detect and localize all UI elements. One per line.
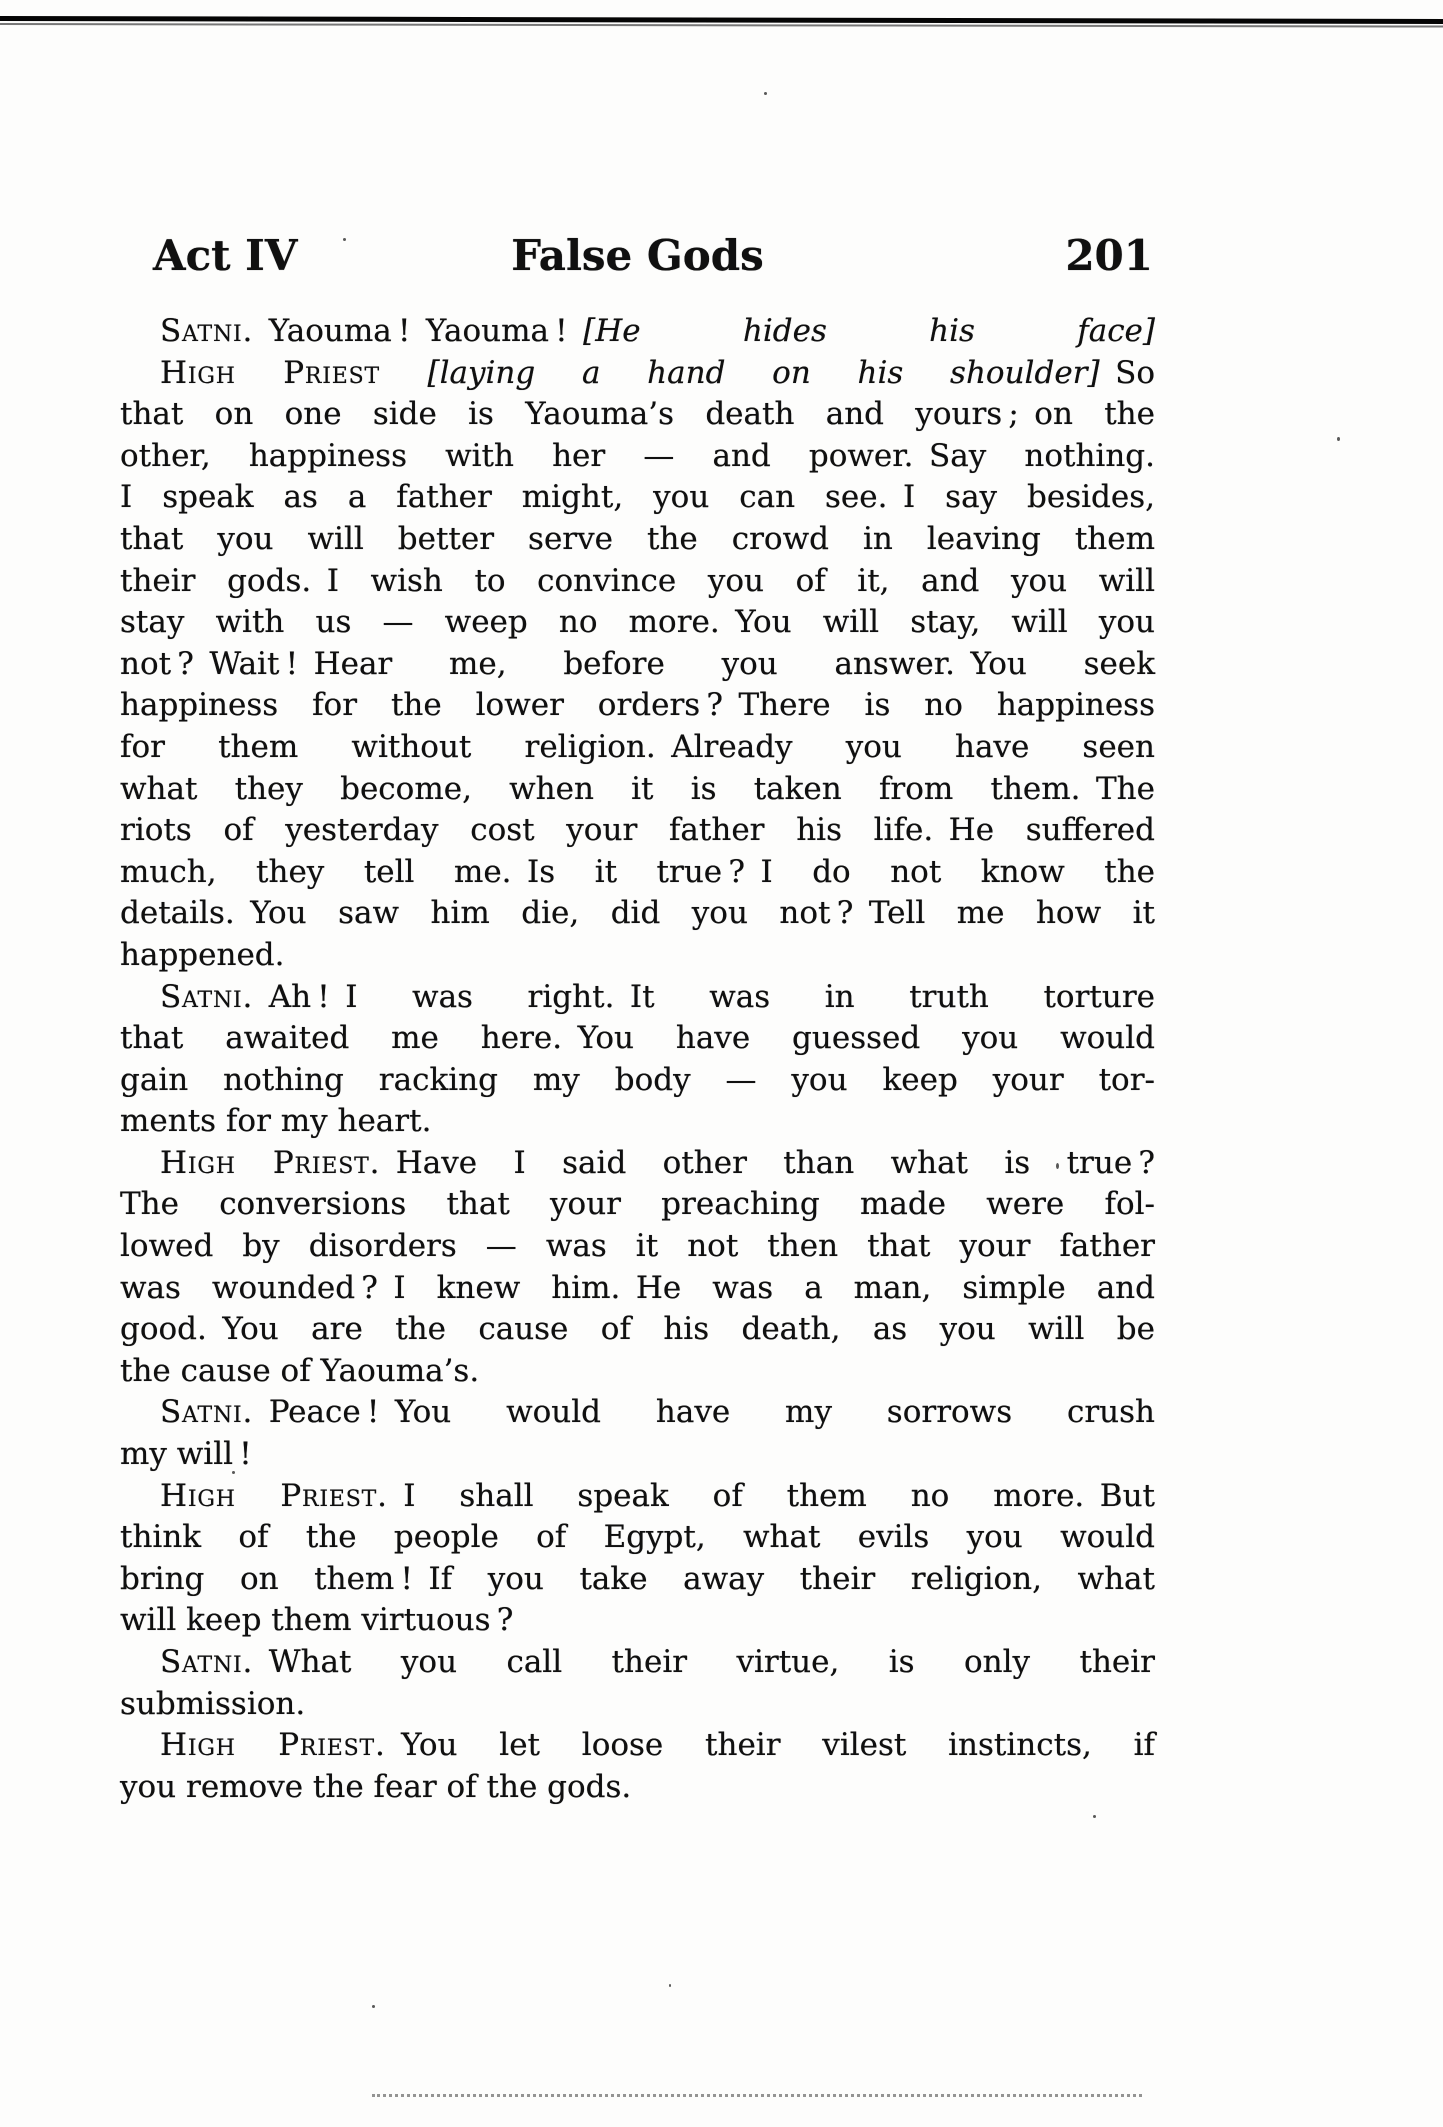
dialogue-text: submission. xyxy=(120,1685,306,1722)
dialogue xyxy=(120,311,1155,1808)
scan-speck xyxy=(764,92,767,95)
dialogue-line xyxy=(120,935,1155,977)
scan-speck xyxy=(372,2005,375,2008)
speaker-name: High Priest. xyxy=(160,1477,388,1514)
dialogue-text: stay with us — weep no more. You will stay, will you xyxy=(120,604,1155,641)
dialogue-line xyxy=(120,602,1155,644)
speaker-name: High Priest. xyxy=(160,1144,381,1181)
dialogue-line xyxy=(120,644,1155,686)
dialogue-line xyxy=(120,477,1155,519)
dialogue-text: lowed by disorders — was it not then that your father xyxy=(120,1228,1155,1265)
speaker-name: Satni. xyxy=(160,978,254,1015)
dialogue-line xyxy=(120,1060,1155,1102)
speaker-name: Satni. xyxy=(160,1644,254,1680)
dialogue-line xyxy=(120,852,1155,894)
dialogue-text: good. You are the cause of his death, as you will be xyxy=(120,1311,1155,1348)
dialogue-line xyxy=(120,1309,1155,1351)
dialogue-line xyxy=(120,1725,1155,1767)
dialogue-paragraph xyxy=(120,1392,1155,1475)
dialogue-line xyxy=(120,394,1155,436)
dialogue-text: ments for my heart. xyxy=(120,1103,432,1140)
dialogue-text: that you will better serve the crowd in leaving them xyxy=(120,520,1155,557)
dialogue-paragraph xyxy=(120,1642,1155,1725)
dialogue-line xyxy=(120,1018,1155,1060)
dialogue-line xyxy=(120,1143,1155,1185)
dialogue-line xyxy=(120,1392,1155,1434)
dialogue-text: Ah ! I was right. It was in truth torture xyxy=(253,978,1155,1015)
speaker-name: Satni. xyxy=(160,1394,254,1431)
dialogue-text: I shall speak of them no more. But xyxy=(387,1477,1155,1514)
dialogue-text: The conversions that your preaching made were fol- xyxy=(120,1186,1155,1223)
page-number: 201 xyxy=(1065,231,1153,280)
dialogue-paragraph xyxy=(120,1725,1155,1808)
dialogue-text: other, happiness with her — and power. Say nothing. xyxy=(120,437,1155,474)
dialogue-line xyxy=(120,1351,1155,1393)
dialogue-text: What you call their virtue, is only their xyxy=(253,1644,1155,1680)
dialogue-text: will keep them virtuous ? xyxy=(120,1602,514,1639)
dialogue-line xyxy=(120,1767,1155,1809)
dialogue-line xyxy=(120,1268,1155,1310)
dialogue-line xyxy=(120,353,1155,395)
act-heading: Act IV xyxy=(153,231,298,280)
dialogue-text: happiness for the lower orders ? There is no happiness xyxy=(120,687,1155,724)
dialogue-line xyxy=(120,769,1155,811)
dialogue-text: riots of yesterday cost your father his life. He suffered xyxy=(120,812,1155,849)
dialogue-line xyxy=(120,561,1155,603)
dialogue-text: Peace ! You would have my sorrows crush xyxy=(253,1394,1155,1431)
dialogue-text: think of the people of Egypt, what evils you would xyxy=(120,1519,1155,1556)
dialogue-text: Yaouma ! Yaouma ! xyxy=(253,313,584,349)
stage-direction: [He hides his face] xyxy=(583,313,1155,349)
dialogue-paragraph xyxy=(120,311,1155,353)
scan-speck xyxy=(669,1984,671,1987)
dialogue-text: that awaited me here. You have guessed you would xyxy=(120,1020,1155,1057)
dialogue-line xyxy=(120,1600,1155,1642)
dialogue-line xyxy=(120,1101,1155,1143)
dialogue-line xyxy=(120,1226,1155,1268)
dialogue-line xyxy=(120,436,1155,478)
dialogue-text: the cause of Yaouma’s. xyxy=(120,1352,480,1389)
scan-edge-artifact xyxy=(0,23,1443,28)
dialogue-text: gain nothing racking my body — you keep your tor- xyxy=(120,1061,1155,1098)
page-header xyxy=(120,224,1155,288)
dialogue-line xyxy=(120,311,1155,353)
speaker-name: High Priest. xyxy=(160,1727,386,1764)
dialogue-paragraph xyxy=(120,1143,1155,1393)
dialogue-text: for them without religion. Already you have seen xyxy=(120,728,1155,765)
dialogue-line xyxy=(120,1434,1155,1476)
dialogue-line xyxy=(120,1684,1155,1726)
scan-speck xyxy=(1093,1815,1096,1818)
dialogue-text: So xyxy=(1099,354,1155,391)
dialogue-line xyxy=(120,1184,1155,1226)
speaker-name: High Priest xyxy=(160,354,428,391)
stage-direction: [laying a hand on his shoulder] xyxy=(427,354,1100,391)
dialogue-text: I speak as a father might, you can see. I say besides, xyxy=(120,479,1155,516)
dialogue-text: you remove the fear of the gods. xyxy=(120,1768,632,1805)
dialogue-text: details. You saw him die, did you not ? Tell me how it xyxy=(120,895,1155,932)
dialogue-text: You let loose their vilest instincts, if xyxy=(385,1727,1155,1764)
dialogue-text: happened. xyxy=(120,936,285,973)
dialogue-text: that on one side is Yaouma’s death and yours ; on the xyxy=(120,396,1155,433)
dialogue-line xyxy=(120,685,1155,727)
dialogue-text: their gods. I wish to convince you of it, and you will xyxy=(120,562,1155,599)
speaker-name: Satni. xyxy=(160,313,254,349)
dialogue-text: my will ! xyxy=(120,1436,252,1473)
dialogue-line xyxy=(120,1559,1155,1601)
scan-speck xyxy=(1337,437,1340,441)
dialogue-text: bring on them ! If you take away their religion, what xyxy=(120,1560,1155,1597)
dialogue-paragraph xyxy=(120,353,1155,977)
dialogue-text: Have I said other than what is true ? xyxy=(380,1144,1155,1181)
dialogue-text: not ? Wait ! Hear me, before you answer. You seek xyxy=(120,645,1155,682)
dialogue-line xyxy=(120,977,1155,1019)
dialogue-text: was wounded ? I knew him. He was a man, simple and xyxy=(120,1269,1155,1306)
dialogue-paragraph xyxy=(120,977,1155,1143)
book-title: False Gods xyxy=(511,231,764,280)
dialogue-line xyxy=(120,727,1155,769)
dialogue-text: much, they tell me. Is it true ? I do not know the xyxy=(120,853,1155,890)
dialogue-line xyxy=(120,810,1155,852)
dialogue-line xyxy=(120,1642,1155,1684)
dialogue-paragraph xyxy=(120,1476,1155,1642)
dialogue-line xyxy=(120,893,1155,935)
dialogue-line xyxy=(120,519,1155,561)
dialogue-line xyxy=(120,1476,1155,1518)
dialogue-text: what they become, when it is taken from them. The xyxy=(120,770,1155,807)
dialogue-line xyxy=(120,1517,1155,1559)
scan-dotted-line-artifact xyxy=(372,2094,1142,2097)
